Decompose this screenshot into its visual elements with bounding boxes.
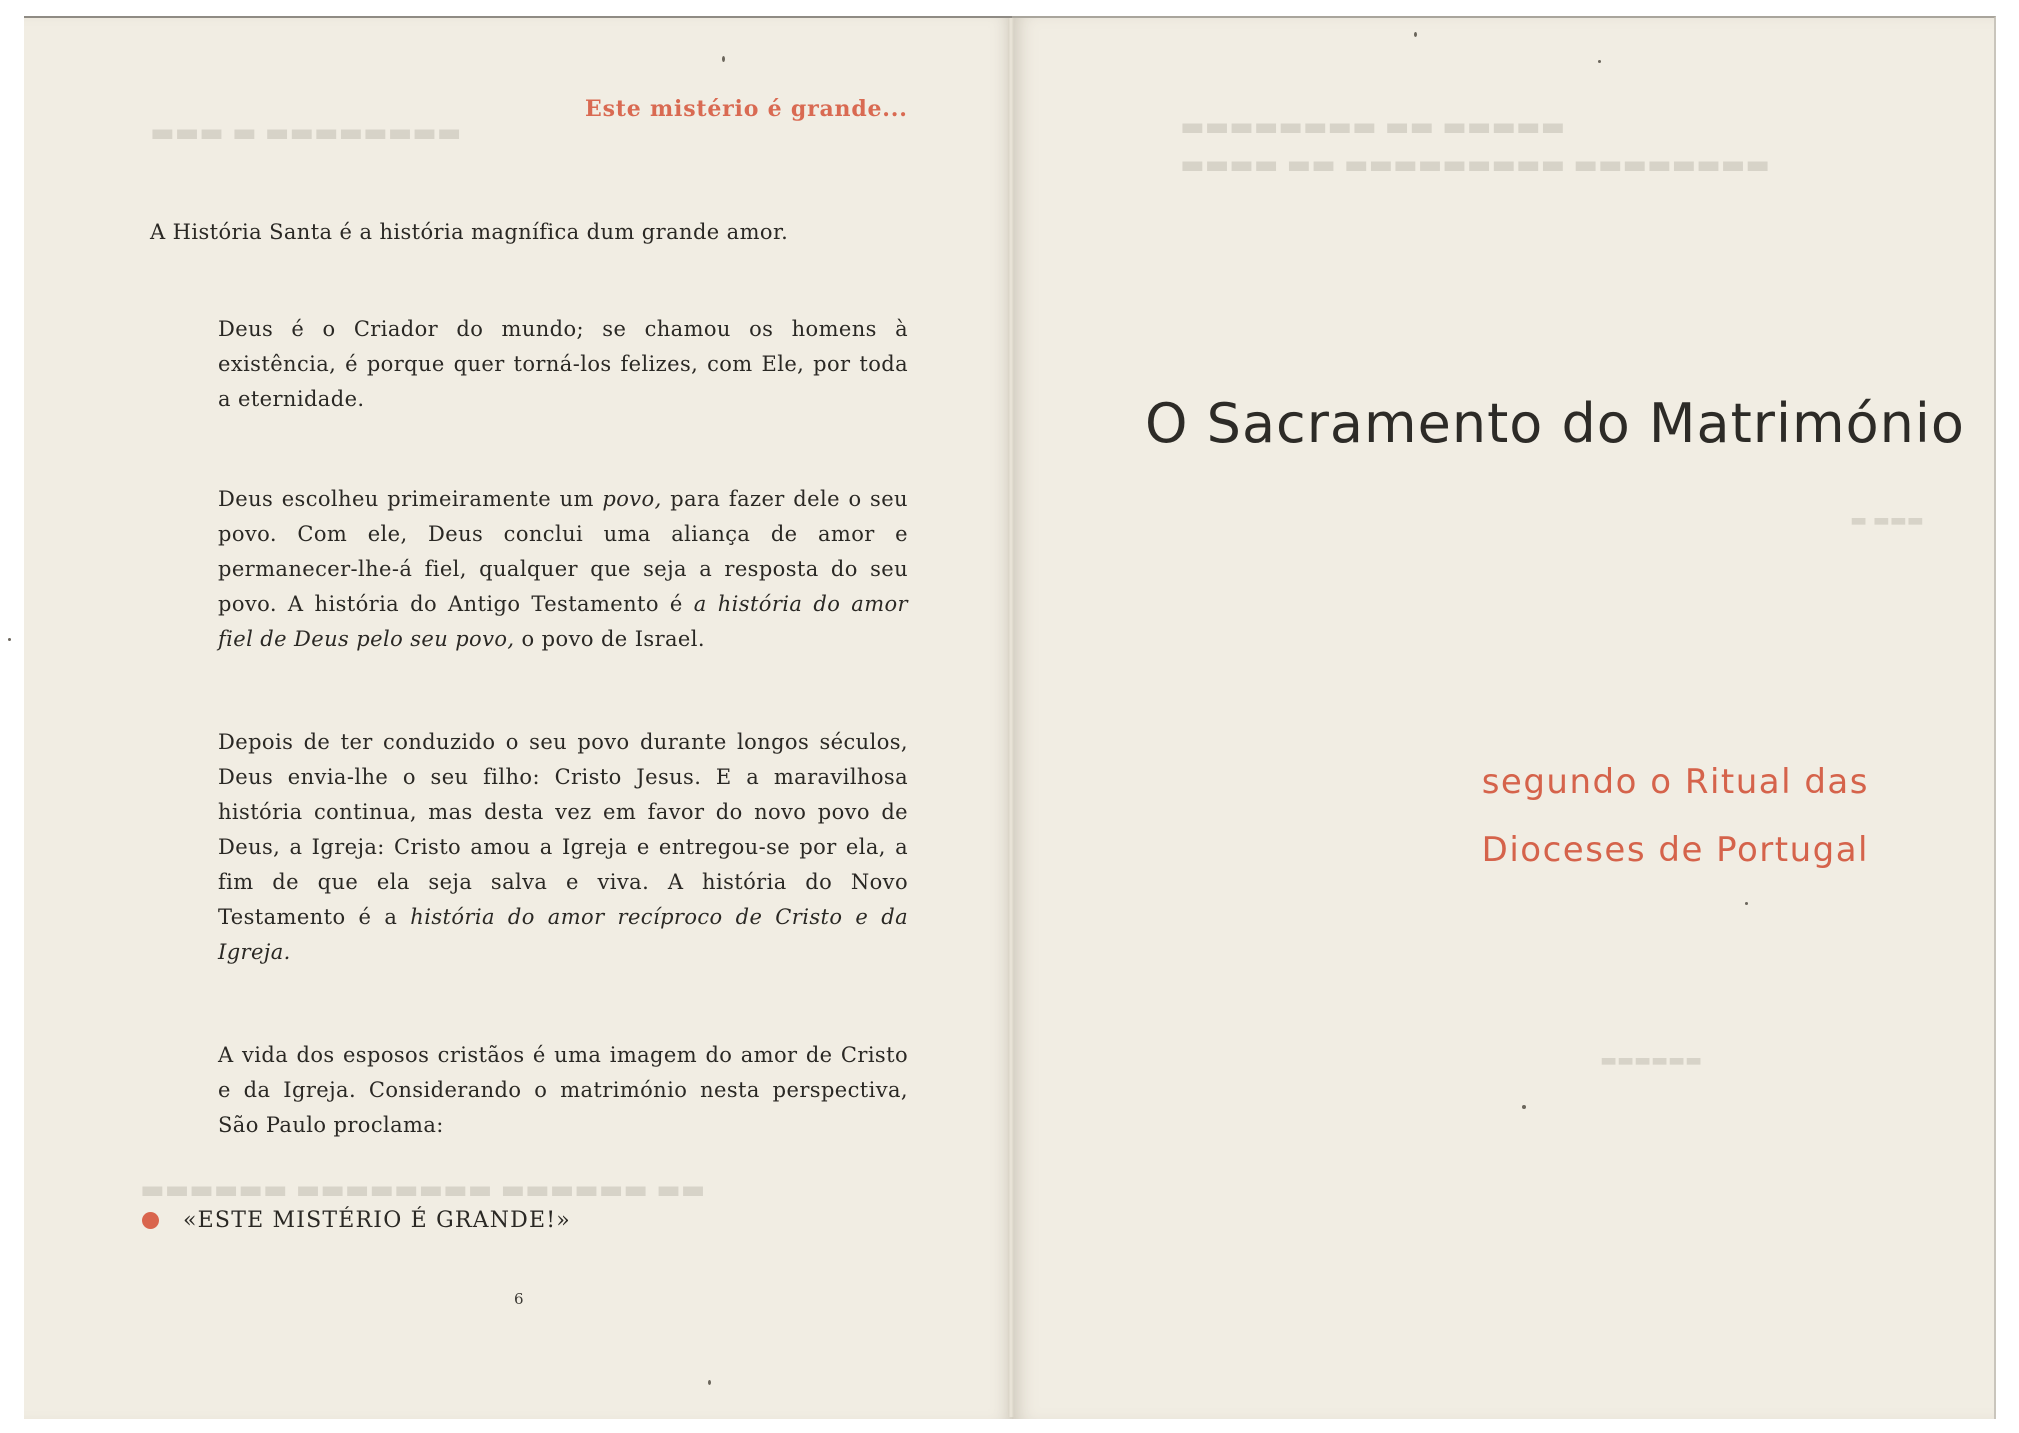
paper-speck (1745, 902, 1748, 905)
show-through-text: ▬▬▬▬▬▬ (1600, 1050, 1703, 1071)
subtitle-line: Dioceses de Portugal (1481, 830, 1869, 870)
show-through-text: ▬ ▬▬▬ (1850, 510, 1924, 531)
text-run: Depois de ter conduzido o seu povo durante longos séculos, Deus envia-lhe o seu filho: Cristo Jesus. E a maravilhosa história continua, mas desta vez em favor do novo povo de Deus, a Igreja: Cristo amou a Igreja e entregou-se por ela, a fim de que ela seja salva e viva. A história do Novo Testamento é a (218, 730, 908, 929)
italic-run: a história do amor fiel de Deus pelo seu povo, (218, 592, 908, 651)
intro-sentence: A História Santa é a história magnífica dum grande amor. (150, 220, 789, 244)
show-through-text: ▬▬▬ ▬ ▬▬▬▬▬▬▬▬ (150, 118, 462, 148)
paper-speck (1598, 60, 1601, 63)
paper-speck (1414, 32, 1417, 37)
paper-speck (722, 56, 725, 62)
text-run: Deus escolheu primeiramente um (218, 487, 603, 511)
paragraph-creator: Deus é o Criador do mundo; se chamou os homens à existência, é porque quer torná-los felizes, com Ele, por toda a eternidade. (218, 317, 908, 411)
text-run: para fazer dele o seu povo. Com ele, Deus conclui uma aliança de amor e permanecer-lhe-á fiel, qualquer que seja a resposta do seu povo. A história do Antigo Testamento é (218, 487, 908, 616)
show-through-text: ▬▬▬▬▬▬ ▬▬▬▬▬▬▬▬ ▬▬▬▬▬▬ ▬▬ (140, 1175, 706, 1205)
text-run: o povo de Israel. (514, 627, 705, 651)
booklet-title: O Sacramento do Matrimónio (1145, 392, 1965, 455)
show-through-text: ▬▬▬▬▬▬▬▬ ▬▬ ▬▬▬▬▬ (1180, 112, 1566, 142)
paragraph-old-testament (218, 482, 908, 657)
subtitle-line: segundo o Ritual das (1481, 762, 1869, 802)
running-head: Este mistério é grande... (585, 96, 908, 122)
proclamation-text: «ESTE MISTÉRIO É GRANDE!» (183, 1208, 571, 1233)
paragraph-new-testament (218, 725, 908, 970)
proclamation-line (142, 1208, 571, 1233)
italic-run: história do amor recíproco de Cristo e da Igreja. (218, 905, 908, 964)
italic-run: povo, (602, 487, 662, 511)
show-through-text: ▬▬▬▬ ▬▬ ▬▬▬▬▬▬▬▬▬ ▬▬▬▬▬▬▬▬ (1180, 150, 1770, 180)
paper-speck (1522, 1105, 1526, 1109)
booklet-subtitle (1482, 748, 1869, 884)
paragraph-spouses: A vida dos esposos cristãos é uma imagem do amor de Cristo e da Igreja. Considerando o matrimónio nesta perspectiva, São Paulo proclama: (218, 1043, 908, 1137)
paper-speck (708, 1380, 711, 1385)
paper-speck (8, 638, 11, 641)
red-bullet-icon (142, 1212, 159, 1229)
booklet-fold (1008, 18, 1014, 1417)
right-page (1012, 16, 1996, 1419)
page-number: 6 (514, 1290, 524, 1308)
